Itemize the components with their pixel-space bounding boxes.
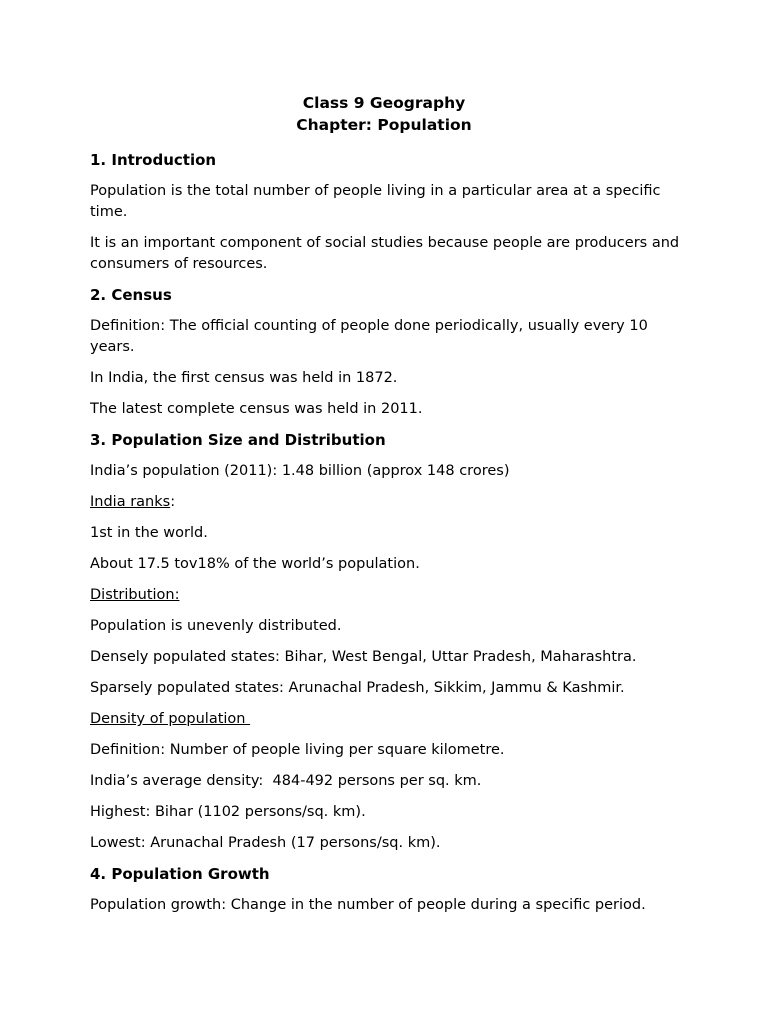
census-paragraph-3: The latest complete census was held in 2011. bbox=[90, 401, 423, 417]
size-paragraph-10: Lowest: Arunachal Pradesh (17 persons/sq. km). bbox=[90, 835, 441, 851]
density-label: Density of population bbox=[90, 711, 251, 727]
density-line bbox=[90, 709, 690, 730]
size-paragraph-5: Densely populated states: Bihar, West Bengal, Uttar Pradesh, Maharashtra. bbox=[90, 649, 637, 665]
document-title-line1: Class 9 Geography bbox=[302, 94, 466, 112]
india-ranks-colon: : bbox=[170, 494, 176, 510]
growth-paragraph-1: Population growth: Change in the number of people during a specific period. bbox=[90, 897, 646, 913]
document-title-line2: Chapter: Population bbox=[296, 116, 472, 134]
india-ranks-line bbox=[90, 492, 690, 513]
census-paragraph-1: Definition: The official counting of people done periodically, usually every 10 years. bbox=[90, 318, 648, 355]
india-ranks-label: India ranks bbox=[90, 494, 171, 510]
size-paragraph-4: Population is unevenly distributed. bbox=[90, 618, 342, 634]
distribution-line bbox=[90, 585, 690, 606]
section-heading-population-growth: 4. Population Growth bbox=[90, 865, 270, 883]
section-heading-introduction: 1. Introduction bbox=[90, 151, 217, 169]
size-paragraph-8: India’s average density: 484-492 persons per sq. km. bbox=[90, 773, 482, 789]
size-paragraph-6: Sparsely populated states: Arunachal Pradesh, Sikkim, Jammu & Kashmir. bbox=[90, 680, 625, 696]
distribution-label: Distribution: bbox=[90, 587, 180, 603]
size-paragraph-7: Definition: Number of people living per square kilometre. bbox=[90, 742, 505, 758]
document-page bbox=[90, 92, 690, 916]
size-paragraph-3: About 17.5 tov18% of the world’s population. bbox=[90, 556, 420, 572]
census-paragraph-2: In India, the first census was held in 1872. bbox=[90, 370, 398, 386]
section-heading-census: 2. Census bbox=[90, 286, 172, 304]
section-heading-population-size: 3. Population Size and Distribution bbox=[90, 431, 386, 449]
size-paragraph-2: 1st in the world. bbox=[90, 525, 208, 541]
intro-paragraph-2: It is an important component of social studies because people are producers and consumers of resources. bbox=[90, 235, 680, 272]
size-paragraph-9: Highest: Bihar (1102 persons/sq. km). bbox=[90, 804, 366, 820]
intro-paragraph-1: Population is the total number of people living in a particular area at a specific time. bbox=[90, 183, 661, 220]
size-paragraph-1: India’s population (2011): 1.48 billion (approx 148 crores) bbox=[90, 463, 510, 479]
